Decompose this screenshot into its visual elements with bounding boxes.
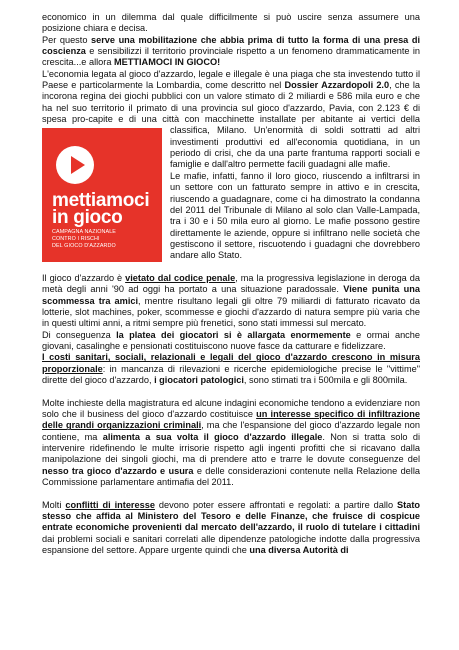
logo-subtitle — [52, 229, 160, 249]
text-run: e ormai anche giovani, casalinghe e pensionati costituiscono nuove fasce da catturare e fidelizzare. — [42, 329, 420, 351]
bold-run: METTIAMOCI IN GIOCO! — [114, 57, 221, 68]
logo-title-line: mettiamoci — [52, 190, 150, 212]
logo-title-line: in gioco — [52, 207, 123, 229]
document-page — [42, 12, 420, 557]
bold-run: i giocatori patologici — [154, 375, 244, 385]
play-triangle — [71, 156, 85, 174]
logo-subtitle-line: DEL GIOCO D'AZZARDO — [52, 242, 116, 249]
text-run: dai problemi sociali e sanitari correlati alle dipendenze patologiche indotte dalla progressiva espansione del settore. Appare urgente quindi che — [42, 533, 420, 556]
text-run: della classifica, Milano. Un'enormità di soldi sottratti ad altri investimenti produttivi ed all'economia quotidiana, in un periodo di crisi, che da una parte frantuma rapporti sociali e famiglie e dall'altro permette facili guadagni alle mafie. — [170, 114, 421, 170]
paragraph-mobilitazione — [42, 35, 420, 69]
paragraph-gap — [42, 386, 420, 397]
logo-subtitle-line: CAMPAGNA NAZIONALE — [52, 229, 117, 236]
bold-run: Stato stesso che affida al Ministero del Tesoro e delle Finanze, che fruisce di cospicue entrate economiche provenienti dal mercato dell'azzardo, il ruolo di tutelare i cittadini — [42, 499, 421, 533]
text-run: devono poter essere affrontati e regolati: a partire dallo — [154, 499, 398, 510]
bold-run: la platea dei giocatori si è allargata enormemente — [116, 329, 351, 340]
campaign-logo — [42, 128, 162, 262]
text-run: Il gioco d'azzardo è — [42, 272, 126, 283]
logo-subtitle-line: CONTRO I RISCHI — [52, 236, 100, 243]
text-run: : in mancanza di rilevazioni e ricerche epidemiologiche precise le "vittime" dirette del gioco d'azzardo, — [42, 363, 420, 385]
text-run: . Non si tratta solo di intervenire ridefinendo le multe irrisorie rispetto agli ingenti profitti che si ricavano dalla manipolazione dei singoli giochi, ma di prendere atto e trarre le dovute conseguenze del — [42, 431, 420, 465]
text-run: , ma che l'espansione del gioco d'azzardo legale non contiene, ma — [42, 420, 421, 442]
text-run: Molti — [42, 499, 66, 510]
text-run: e sensibilizzi il territorio provinciale rispetto a un fenomeno drammaticamente in crescita...e allora — [42, 46, 420, 68]
text-run: e delle considerazioni contenute nella Relazione della Commissione parlamentare antimafia del 2011. — [42, 465, 420, 488]
bold-run: Dossier Azzardopoli 2.0 — [284, 80, 390, 91]
paragraph-costi — [42, 352, 420, 386]
text-run: L'economia legata al gioco d'azzardo, legale e illegale è una piaga che sta investendo tutto il Paese e particolarmente la Lombardia, come descritto nel — [42, 68, 420, 91]
text-run: Le mafie, infatti, fanno il loro gioco, riuscendo a infiltrarsi in un settore con un fatturato sempre in attivo e in crescita, riuscendo a guadagnare, come ci ha dimostrato la condanna del 2011 del Tribunale di Milano al solo clan Valle-Lampada, tra i 30 e i 50 mila euro al giorno. Le mafie possono gestire direttamente le aziende, oppure si infiltrano nelle società che gestiscono il settore, riscuotendo i guadagni che dovrebbero andare allo Stato. — [170, 170, 420, 261]
text-run: , sono stimati tra i 500mila e gli 800mila. — [243, 375, 408, 385]
text-run: economico in un dilemma dal quale difficilmente si può uscire senza assumere una posizione chiara e decisa. — [42, 12, 420, 34]
bold-run: una diversa Autorità di — [249, 545, 349, 556]
paragraph-codice-penale — [42, 273, 420, 330]
bold-run: nesso tra gioco d'azzardo e usura — [42, 465, 194, 476]
text-run: , che la incorona regina dei giochi pubblici con un valore stimato di 2 miliardi e 586 mila euro e che ha nel suo territorio il primato di una provincia sul gioco d'azzardo, Pavia, con 2.123 € di spesa pro-capite e di una città con macchinette installate per abitante ai vertici — [42, 80, 420, 125]
bold-run: alimenta a sua volta il gioco d'azzardo illegale — [102, 431, 323, 442]
bold-underlined-run: vietato dal codice penale — [125, 272, 236, 283]
paragraph-gap — [42, 262, 420, 273]
text-run: , ma la progressiva legislazione in deroga da metà degli anni '90 ad oggi ha portato a una situazione paradossale. — [42, 272, 420, 295]
bold-underlined-run: conflitti di interesse — [65, 499, 155, 510]
bold-underlined-run: I costi sanitari, sociali, relazionali e legali del gioco d'azzardo crescono in misura proporzionale — [42, 352, 420, 374]
text-run: Molte inchieste della magistratura ed alcune indagini economiche tendono a evidenziare non solo che il business del gioco d'azzardo costituisce — [42, 397, 420, 420]
paragraph-platea — [42, 330, 420, 353]
bold-run: Viene punita una scommessa tra amici — [42, 284, 421, 306]
logo-title — [52, 190, 160, 229]
text-run: Per questo — [42, 34, 91, 45]
text-run: Di conseguenza — [42, 329, 117, 340]
paragraph-intro-end — [42, 12, 420, 35]
paragraph-conflitti — [42, 500, 420, 557]
paragraph-gap — [42, 488, 420, 499]
paragraph-inchieste — [42, 398, 420, 489]
bold-run: serve una mobilitazione che abbia prima di tutto la forma di una presa di coscienza — [42, 34, 420, 57]
text-run: , mentre risultano legali gli oltre 79 miliardi di fatturato ricavato da lotterie, slot machines, poker, scommesse e giochi d'azzardo di natura sempre più varia che in questi ultimi anni, a ritmi sempre più frenetici, sono stati immessi sul mercato. — [42, 295, 420, 329]
bold-underlined-run: un interesse specifico di infiltrazione delle grandi organizzazioni criminali — [42, 409, 420, 431]
